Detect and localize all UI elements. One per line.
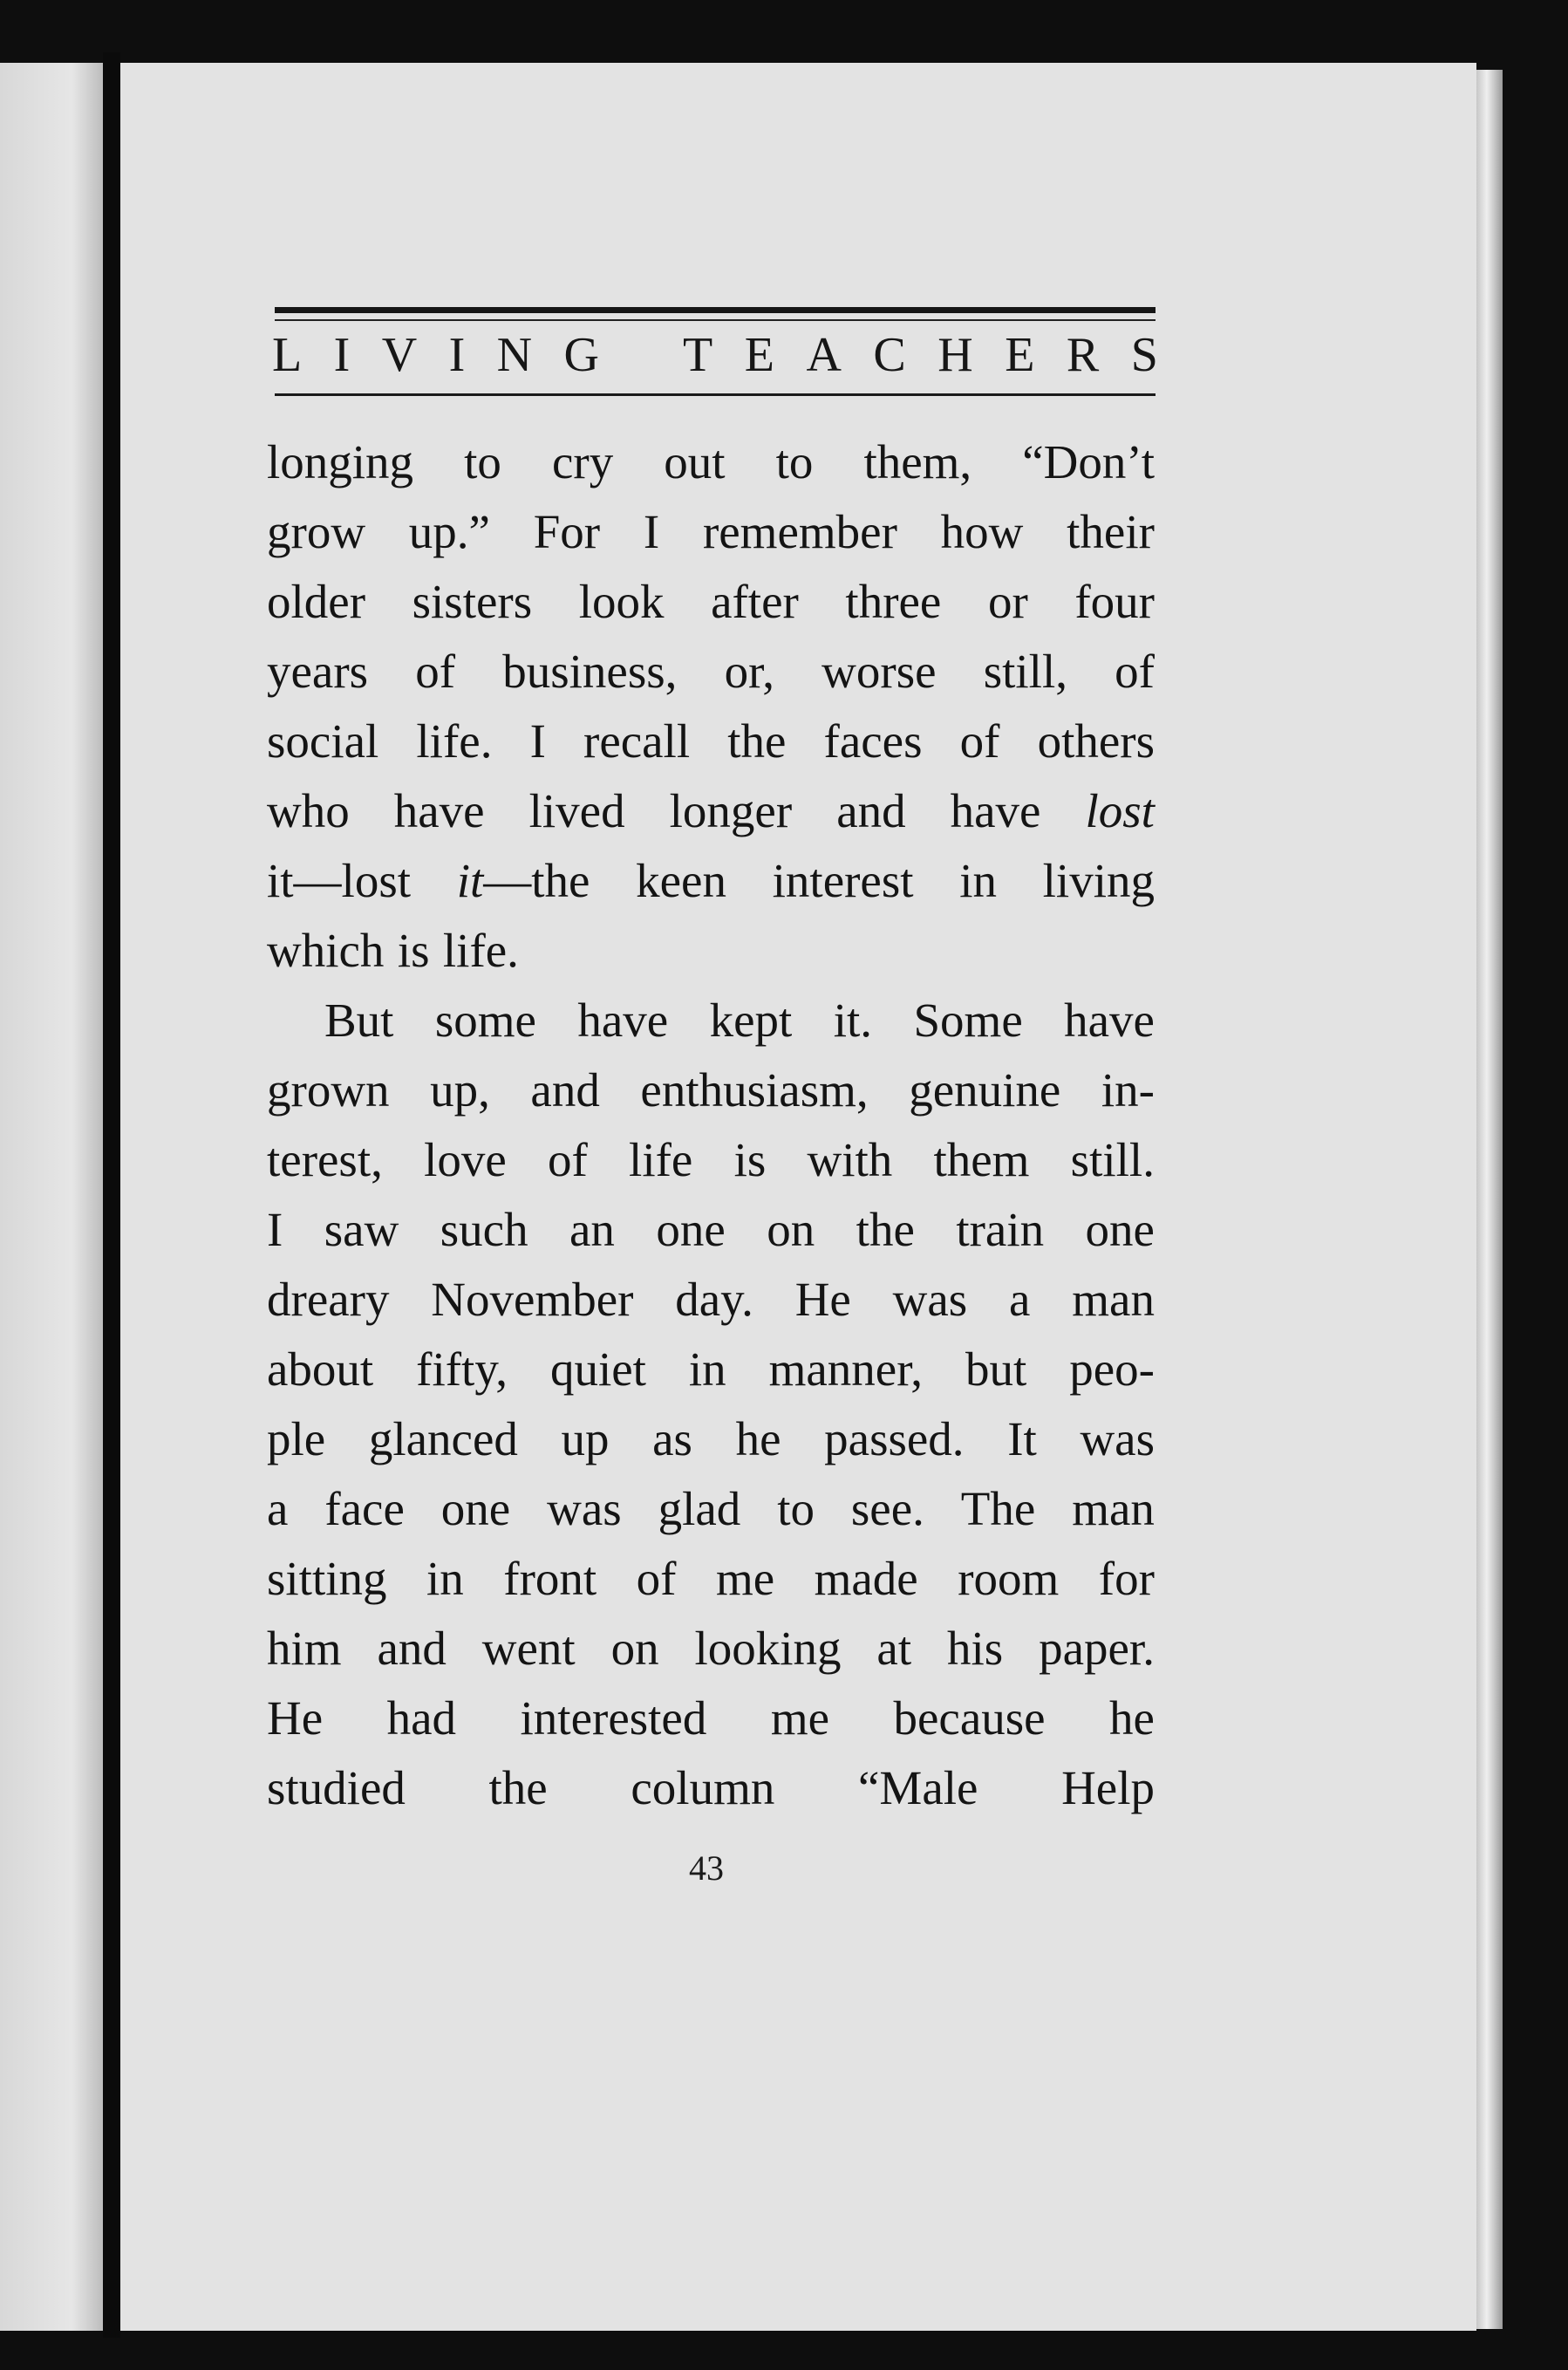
text-line: dreary November day. He was a man: [267, 1273, 1155, 1326]
running-head-left: L I V I N G: [272, 328, 599, 382]
text-line: grow up.” For I remember how their: [267, 505, 1155, 558]
text-line: He had interested me because he: [267, 1691, 1155, 1745]
text-line: longing to cry out to them, “Don’t: [267, 435, 1155, 488]
text-line: a face one was glad to see. The man: [267, 1482, 1155, 1535]
text-line: terest, love of life is with them still.: [267, 1133, 1155, 1186]
running-head: [272, 324, 1158, 386]
text-line: older sisters look after three or four: [267, 575, 1155, 628]
page-number: 43: [689, 1848, 724, 1888]
text-line: sitting in front of me made room for: [267, 1552, 1155, 1605]
text-line: ple glanced up as he passed. It was: [267, 1412, 1155, 1465]
book-gutter: [103, 52, 120, 2338]
header-rule-thick: [275, 307, 1156, 313]
text-line: years of business, or, worse still, of: [267, 645, 1155, 698]
header-rule-bottom: [275, 393, 1156, 396]
text-line: I saw such an one on the train one: [267, 1203, 1155, 1256]
facing-page-edge: [0, 63, 103, 2331]
header-rule-thin: [275, 319, 1156, 321]
running-head-right: T E A C H E R S: [683, 328, 1158, 382]
page-fore-edge: [1476, 70, 1503, 2329]
text-line: about fifty, quiet in manner, but peo-: [267, 1342, 1155, 1396]
text-line: But some have kept it. Some have: [324, 994, 1155, 1047]
text-line: grown up, and enthusiasm, genuine in-: [267, 1063, 1155, 1117]
text-line: social life. I recall the faces of others: [267, 714, 1155, 768]
text-line: who have lived longer and have lost: [267, 784, 1155, 837]
text-line: studied the column “Male Help: [267, 1761, 1155, 1814]
text-line: it—lost it—the keen interest in living: [267, 854, 1155, 907]
body-text: [267, 427, 1155, 1823]
text-line: him and went on looking at his paper.: [267, 1622, 1155, 1675]
text-line: which is life.: [267, 924, 519, 977]
